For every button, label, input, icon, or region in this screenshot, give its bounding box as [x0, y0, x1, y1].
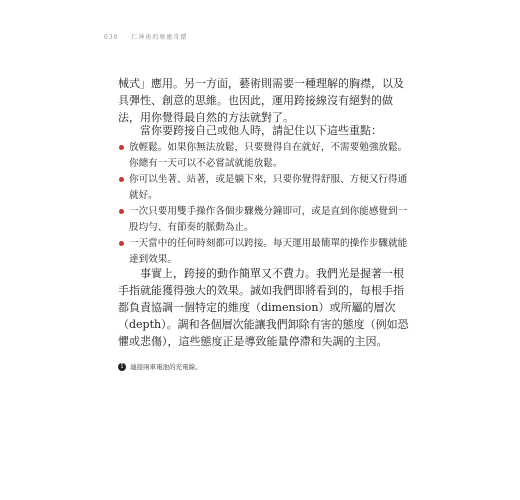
bullet-dot-icon [119, 241, 124, 246]
running-header [104, 32, 187, 41]
body-paragraph-2: 事實上，跨接的動作簡單又不費力。我們光是握著一根手指就能獲得強大的效果。誠如我們即將看到的，每根手指都負責協調一個特定的維度（dimension）或所屬的層次（depth）。調和各個層次能讓我們卸除有害的態度（例如恐懼或悲傷），這些態度正是導致能量停滯和失調的主因。 [118, 267, 409, 348]
footnote-marker: 1 [118, 363, 126, 371]
list-item [118, 236, 410, 267]
list-item [118, 204, 410, 235]
list-item-text: 你可以坐著、站著，或是躺下來，只要你覺得舒服、方便又行得通就好。 [129, 174, 408, 201]
list-item-text: 一天當中的任何時刻都可以跨接。每天運用最簡單的操作步驟就能達到效果。 [129, 238, 408, 265]
list-intro: 當你要跨接自己或他人時，請記住以下這些重點： [140, 124, 382, 137]
bullet-dot-icon [119, 145, 124, 150]
page-number: 030 [104, 34, 119, 41]
list-item [118, 140, 410, 171]
bullet-dot-icon [119, 177, 124, 182]
list-item [118, 172, 410, 203]
list-item-text: 放輕鬆。如果你無法放鬆，只要覺得自在就好，不需要勉強放鬆。你總有一天可以不必嘗試就能放鬆。 [129, 142, 408, 169]
body-paragraph-1: 械式」應用。另一方面，藝術則需要一種理解的胸襟，以及具彈性、創意的思維。也因此，運用跨接線沒有絕對的做法，用你覺得最自然的方法就對了。 [118, 77, 404, 124]
key-points-list [118, 122, 410, 268]
bullet-dot-icon [119, 209, 124, 214]
book-title: 仁神術的療癒奇蹟 [131, 34, 188, 41]
footnote [118, 362, 202, 371]
footnote-text: 連接兩車電池的充電線。 [130, 363, 202, 371]
list-item-text: 一次只要用雙手操作各個步驟幾分鐘即可，或是直到你能感覺到一股均勻、有節奏的脈動為止。 [129, 206, 408, 233]
